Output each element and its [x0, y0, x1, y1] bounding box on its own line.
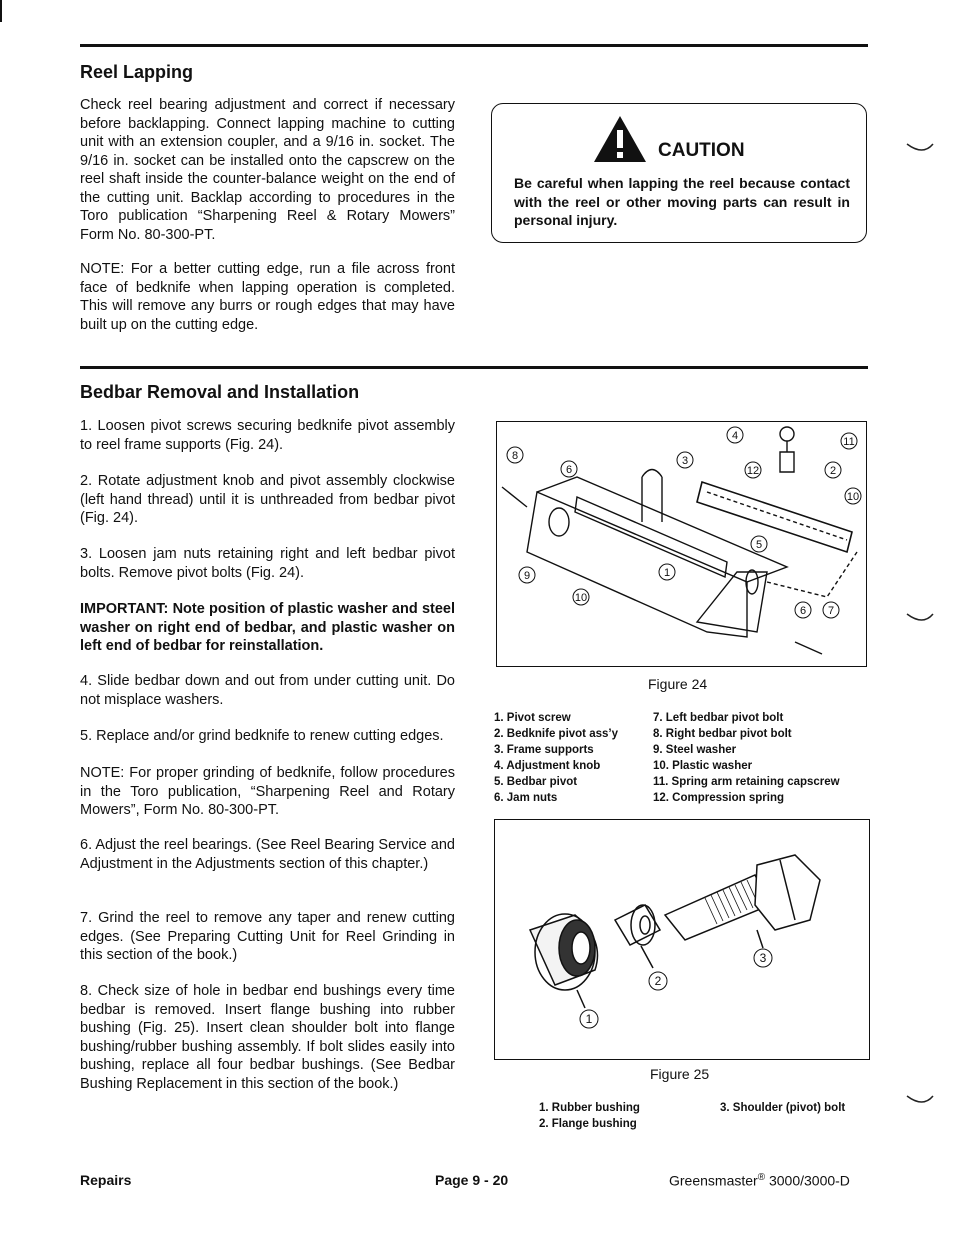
part-item: 12. Compression spring — [653, 792, 785, 804]
step-1: 1. Loosen pivot screws securing bedknife pivot assembly to reel frame supports (Fig. 24). — [80, 418, 455, 453]
section-rule — [80, 44, 868, 47]
callout-2: 2 — [829, 465, 837, 477]
footer-section: Repairs — [80, 1172, 132, 1188]
callout-12: 12 — [746, 465, 760, 477]
step-8: 8. Check size of hole in bedbar end bushings every time bedbar is removed. Insert flange bushing into rubber bushing (Fig. 25). Insert clean shoulder bolt into flange bushing/rubber bushing assembly. If bolt slides easily into bushing, replace all four bedbar bushings. (See Bedbar Bushing Replacement in this section of the book.) — [80, 983, 455, 1092]
section-rule — [80, 366, 868, 369]
part-item: 10. Plastic washer — [653, 760, 753, 772]
fig25-callout-2: 2 — [654, 974, 662, 988]
part-item: 1. Pivot screw — [494, 712, 571, 724]
figure-25 — [494, 819, 870, 1060]
callout-9: 9 — [523, 570, 531, 582]
step-5: 5. Replace and/or grind bedknife to renew cutting edges. — [80, 728, 444, 744]
figure-24-parts-left — [494, 710, 618, 806]
part-item: 8. Right bedbar pivot bolt — [653, 728, 792, 740]
part-item: 5. Bedbar pivot — [494, 776, 578, 788]
product-name: Greensmaster — [669, 1172, 758, 1189]
figure-24 — [496, 421, 867, 667]
important-note: IMPORTANT: Note position of plastic washer and steel washer on right end of bedbar, and plastic washer on left end of bedbar for reinstallation. — [80, 601, 455, 654]
step-7: 7. Grind the reel to remove any taper and renew cutting edges. (See Preparing Cutting Unit for Reel Grinding in this section of the book.) — [80, 910, 455, 963]
callout-6: 6 — [565, 464, 573, 476]
part-item: 1. Rubber bushing — [539, 1102, 640, 1114]
callout-10: 10 — [574, 592, 588, 604]
callout-7: 7 — [827, 605, 835, 617]
callout-8: 8 — [511, 450, 519, 462]
part-item: 2. Flange bushing — [539, 1118, 637, 1130]
caution-box — [491, 103, 867, 243]
figure-24-parts-right — [653, 710, 840, 806]
figure-24-caption: Figure 24 — [648, 676, 708, 692]
grinding-note: NOTE: For proper grinding of bedknife, follow procedures in the Toro publication, “Sharpening Reel and Rotary Mowers”, Form No. 80-300-PT. — [80, 765, 455, 818]
registered-mark: ® — [757, 1172, 766, 1183]
figure-25-parts-left — [539, 1100, 640, 1132]
footer-product — [669, 1172, 850, 1189]
part-item: 4. Adjustment knob — [494, 760, 601, 772]
fig25-callout-1: 1 — [585, 1012, 593, 1026]
margin-mark — [905, 138, 935, 163]
reel-lapping-heading: Reel Lapping — [80, 62, 194, 82]
callout-4: 4 — [731, 430, 739, 442]
fig25-callout-3: 3 — [759, 951, 767, 965]
margin-mark — [905, 1090, 935, 1115]
callout-5: 5 — [755, 539, 763, 551]
warning-triangle-icon — [592, 114, 648, 169]
step-4: 4. Slide bedbar down and out from under cutting unit. Do not misplace washers. — [80, 673, 455, 708]
callout-6b: 6 — [799, 605, 807, 617]
step-6: 6. Adjust the reel bearings. (See Reel Bearing Service and Adjustment in the Adjustments section of this chapter.) — [80, 837, 455, 872]
part-item: 7. Left bedbar pivot bolt — [653, 712, 784, 724]
part-item: 3. Shoulder (pivot) bolt — [720, 1102, 846, 1114]
callout-10b: 10 — [846, 491, 860, 503]
step-3: 3. Loosen jam nuts retaining right and left bedbar pivot bolts. Remove pivot bolts (Fig. 24). — [80, 546, 455, 581]
page-edge-line — [0, 0, 2, 22]
part-item: 2. Bedknife pivot ass’y — [494, 728, 618, 740]
reel-lapping-note: NOTE: For a better cutting edge, run a file across front face of bedknife when lapping operation is completed. This will remove any burrs or rough edges that may have built up on the cutting edge. — [80, 261, 455, 333]
footer-page-number: Page 9 - 20 — [435, 1172, 509, 1188]
product-model: 3000/3000-D — [765, 1172, 850, 1189]
reel-lapping-paragraph: Check reel bearing adjustment and correct if necessary before backlapping. Connect lapping machine to cutting unit with an extension coupler, and a 9/16 in. socket. The 9/16 in. socket can be installed onto the capscrew on the reel shaft inside the counter-balance weight on the end of the cutting unit. Backlap according to procedures in the Toro publication “Sharpening Reel & Rotary Mowers” Form No. 80-300-PT. — [80, 97, 455, 243]
figure-25-caption: Figure 25 — [650, 1066, 710, 1082]
step-2: 2. Rotate adjustment knob and pivot assembly clockwise (left hand thread) until it is unthreaded from bedbar pivot (Fig. 24). — [80, 473, 455, 526]
part-item: 3. Frame supports — [494, 744, 594, 756]
figure-25-parts-right — [720, 1100, 845, 1116]
callout-11: 11 — [843, 436, 855, 448]
caution-title: CAUTION — [658, 140, 745, 161]
figure-25-illustration — [495, 820, 868, 1058]
callout-3: 3 — [681, 455, 689, 467]
figure-24-illustration — [497, 422, 865, 665]
part-item: 9. Steel washer — [653, 744, 737, 756]
callout-1: 1 — [663, 567, 671, 579]
part-item: 11. Spring arm retaining capscrew — [653, 776, 840, 788]
margin-mark — [905, 608, 935, 633]
bedbar-heading: Bedbar Removal and Installation — [80, 382, 360, 402]
part-item: 6. Jam nuts — [494, 792, 558, 804]
caution-text: Be careful when lapping the reel because contact with the reel or other moving parts can result in personal injury. — [514, 175, 850, 228]
